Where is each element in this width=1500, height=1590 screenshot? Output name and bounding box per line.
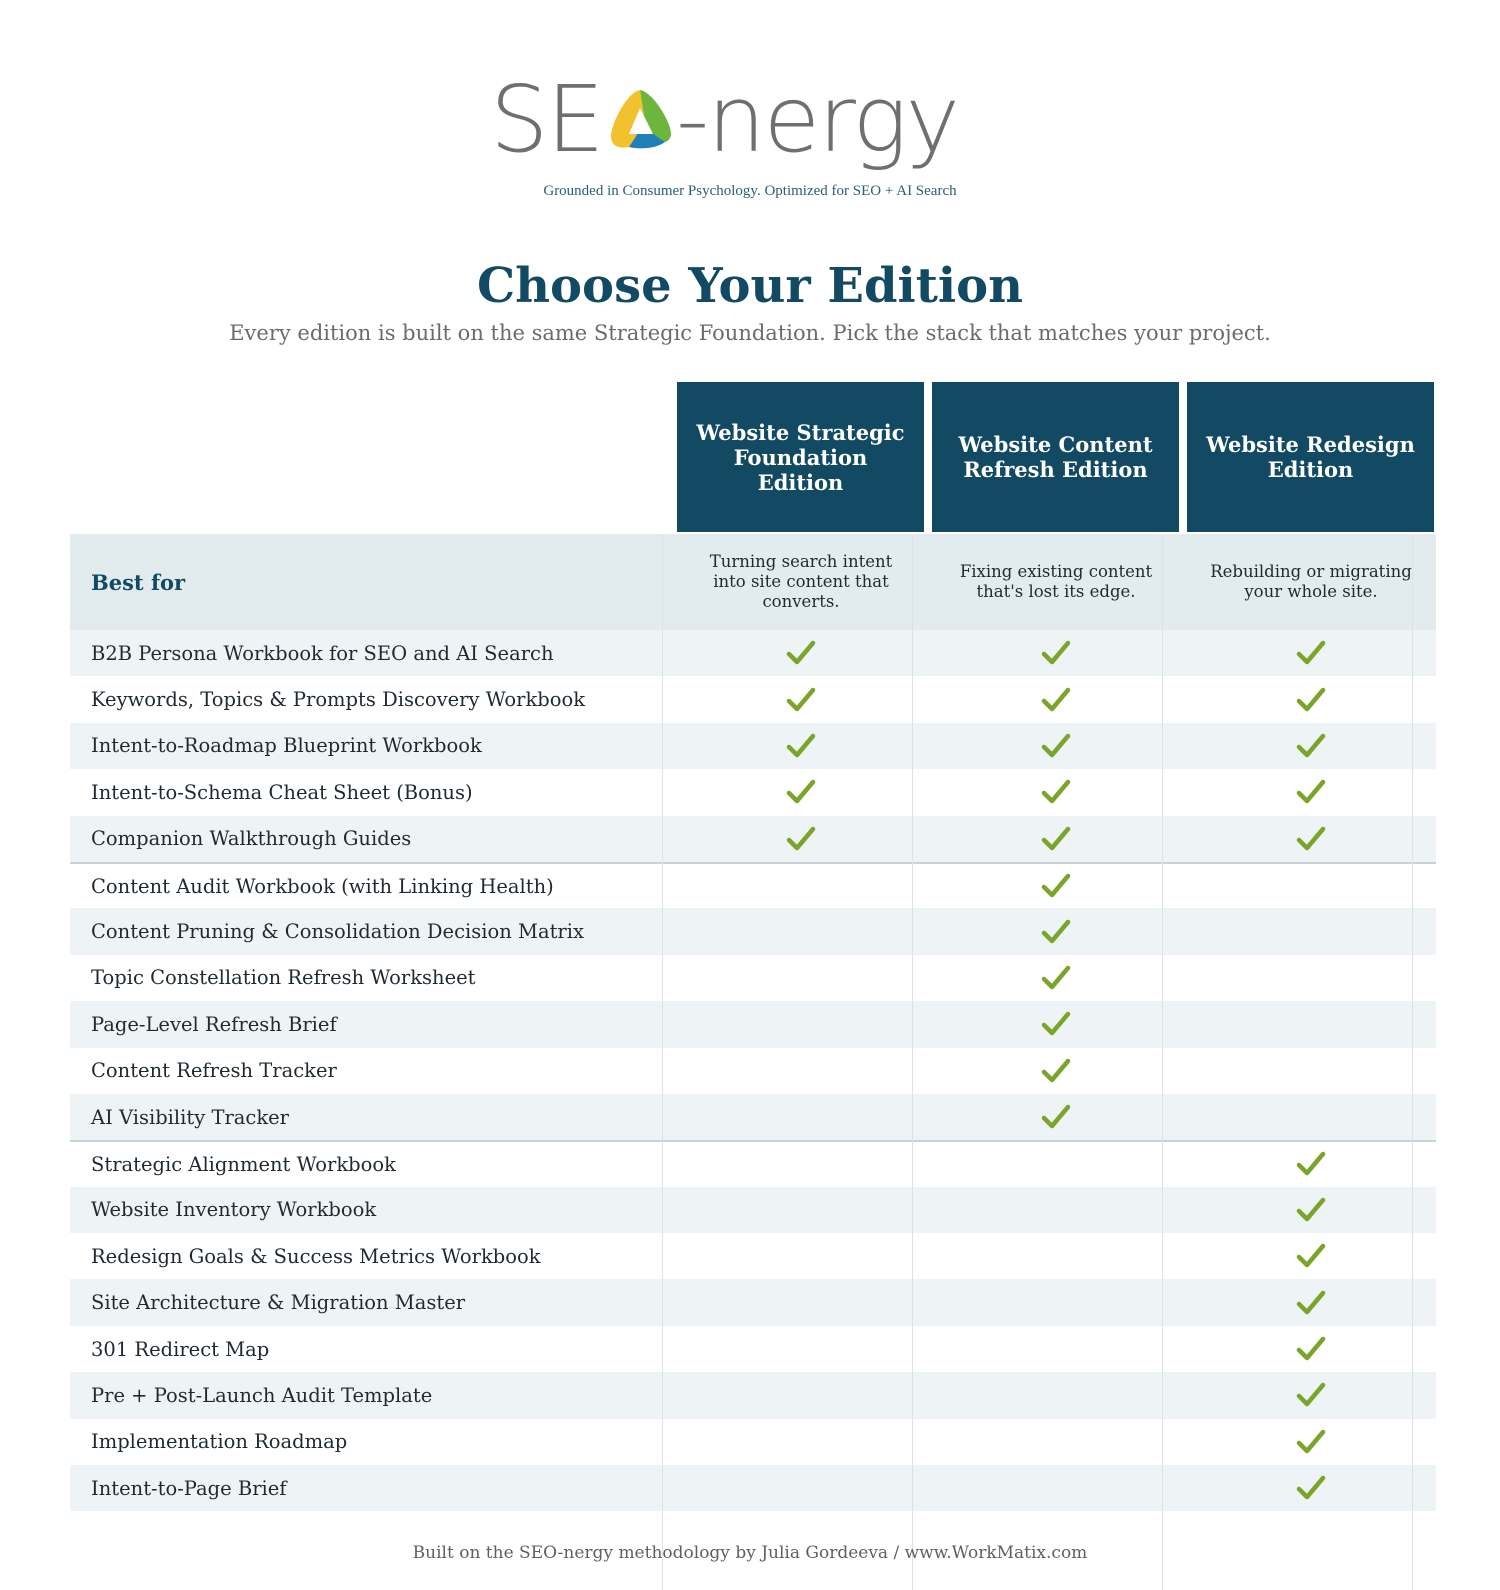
check-icon	[1296, 1151, 1326, 1177]
check-icon	[1296, 687, 1326, 713]
logo-suffix: -nergy	[676, 66, 958, 173]
check-icon	[1041, 1011, 1071, 1037]
feature-cell	[674, 1419, 928, 1465]
feature-cell	[674, 1001, 928, 1047]
feature-cell	[929, 630, 1183, 676]
table-row	[70, 1001, 1436, 1047]
feature-cell	[674, 864, 928, 908]
feature-cell	[929, 1419, 1183, 1465]
best-for-strategic-foundation: Turning search intent into site content that converts.	[709, 552, 893, 611]
feature-cell	[1184, 955, 1438, 1001]
feature-name: AI Visibility Tracker	[91, 1105, 289, 1129]
feature-cell	[929, 1001, 1183, 1047]
check-icon	[1041, 1104, 1071, 1130]
table-row	[70, 1465, 1436, 1511]
brand-logo	[0, 66, 1500, 190]
feature-cell	[674, 1372, 928, 1418]
feature-cell	[1184, 1279, 1438, 1325]
feature-cell	[674, 1233, 928, 1279]
feature-name: Redesign Goals & Success Metrics Workbook	[91, 1244, 541, 1268]
check-icon	[1296, 1243, 1326, 1269]
table-row	[70, 723, 1436, 769]
feature-cell	[929, 676, 1183, 722]
logo-prefix: SE	[490, 66, 603, 173]
table-row	[70, 1140, 1436, 1186]
check-icon	[1296, 1382, 1326, 1408]
table-row	[70, 1372, 1436, 1418]
feature-name: Content Refresh Tracker	[91, 1059, 337, 1083]
feature-cell	[929, 1142, 1183, 1186]
feature-cell	[1184, 1048, 1438, 1094]
check-icon	[1296, 1290, 1326, 1316]
check-icon	[1296, 1197, 1326, 1223]
feature-cell	[674, 676, 928, 722]
feature-cell	[674, 1326, 928, 1372]
table-row	[70, 1094, 1436, 1140]
feature-cell	[929, 1048, 1183, 1094]
check-icon	[786, 733, 816, 759]
feature-cell	[1184, 1187, 1438, 1233]
feature-cell	[1184, 1001, 1438, 1047]
feature-cell	[1184, 1465, 1438, 1511]
check-icon	[1296, 1429, 1326, 1455]
feature-cell	[674, 1094, 928, 1140]
feature-cell	[929, 1465, 1183, 1511]
feature-cell	[674, 769, 928, 815]
check-icon	[1041, 687, 1071, 713]
feature-cell	[674, 723, 928, 769]
check-icon	[1041, 640, 1071, 666]
edition-header-content-refresh: Website Content Refresh Edition	[932, 382, 1179, 532]
feature-cell	[929, 723, 1183, 769]
feature-name: Topic Constellation Refresh Worksheet	[91, 966, 476, 990]
feature-name: Intent-to-Page Brief	[91, 1476, 287, 1500]
feature-cell	[929, 1279, 1183, 1325]
feature-cell	[1184, 723, 1438, 769]
feature-name: Implementation Roadmap	[91, 1430, 348, 1454]
table-row	[70, 769, 1436, 815]
logo-triangle-icon	[605, 84, 675, 154]
feature-cell	[1184, 864, 1438, 908]
page-title: Choose Your Edition	[476, 258, 1024, 314]
feature-name: Content Audit Workbook (with Linking Health)	[91, 874, 554, 898]
comparison-table	[70, 382, 1436, 1511]
feature-cell	[929, 1233, 1183, 1279]
check-icon	[1296, 1336, 1326, 1362]
feature-cell	[1184, 816, 1438, 862]
feature-cell	[1184, 676, 1438, 722]
feature-cell	[674, 1279, 928, 1325]
check-icon	[1041, 779, 1071, 805]
feature-name: Companion Walkthrough Guides	[91, 827, 412, 851]
check-icon	[1041, 873, 1071, 899]
feature-cell	[929, 1187, 1183, 1233]
feature-cell	[929, 864, 1183, 908]
feature-cell	[929, 816, 1183, 862]
feature-name: Site Architecture & Migration Master	[91, 1291, 466, 1315]
feature-cell	[674, 1465, 928, 1511]
feature-name: Pre + Post-Launch Audit Template	[91, 1383, 433, 1407]
feature-cell	[929, 955, 1183, 1001]
feature-cell	[929, 769, 1183, 815]
page-subtitle: Every edition is built on the same Strategic Foundation. Pick the stack that matches your project.	[229, 321, 1271, 345]
feature-cell	[1184, 908, 1438, 954]
table-row	[70, 862, 1436, 908]
check-icon	[786, 687, 816, 713]
feature-name: Keywords, Topics & Prompts Discovery Workbook	[91, 688, 586, 712]
table-row	[70, 1326, 1436, 1372]
edition-header-redesign: Website Redesign Edition	[1187, 382, 1434, 532]
check-icon	[1041, 965, 1071, 991]
feature-rows	[70, 630, 1436, 1511]
check-icon	[1041, 733, 1071, 759]
tagline: Grounded in Consumer Psychology. Optimized for SEO + AI Search	[543, 183, 957, 199]
column-divider	[662, 534, 663, 1590]
check-icon	[786, 826, 816, 852]
check-icon	[1041, 919, 1071, 945]
column-divider	[912, 534, 913, 1590]
column-divider	[1412, 534, 1413, 1590]
table-row	[70, 908, 1436, 954]
feature-name: Strategic Alignment Workbook	[91, 1152, 396, 1176]
feature-cell	[929, 1326, 1183, 1372]
best-for-label: Best for	[91, 569, 186, 595]
edition-header-strategic-foundation: Website Strategic Foundation Edition	[677, 382, 924, 532]
feature-name: 301 Redirect Map	[91, 1337, 270, 1361]
check-icon	[1296, 733, 1326, 759]
table-row	[70, 955, 1436, 1001]
table-row	[70, 676, 1436, 722]
table-row	[70, 1233, 1436, 1279]
feature-cell	[1184, 1233, 1438, 1279]
column-divider	[1162, 534, 1163, 1590]
feature-cell	[674, 908, 928, 954]
footer-credit: Built on the SEO-nergy methodology by Julia Gordeeva / www.WorkMatix.com	[412, 1543, 1088, 1563]
feature-cell	[674, 955, 928, 1001]
table-row	[70, 1187, 1436, 1233]
check-icon	[786, 779, 816, 805]
feature-cell	[674, 1142, 928, 1186]
table-row	[70, 816, 1436, 862]
feature-cell	[674, 816, 928, 862]
feature-cell	[1184, 1419, 1438, 1465]
table-row	[70, 1419, 1436, 1465]
best-for-redesign: Rebuilding or migrating your whole site.	[1210, 562, 1412, 601]
feature-cell	[674, 630, 928, 676]
best-for-row	[70, 534, 1436, 630]
feature-cell	[1184, 1142, 1438, 1186]
check-icon	[1296, 779, 1326, 805]
feature-cell	[1184, 1372, 1438, 1418]
feature-cell	[674, 1187, 928, 1233]
check-icon	[1296, 1475, 1326, 1501]
feature-cell	[1184, 1326, 1438, 1372]
table-row	[70, 1279, 1436, 1325]
feature-name: Page-Level Refresh Brief	[91, 1012, 337, 1036]
table-row	[70, 630, 1436, 676]
feature-cell	[674, 1048, 928, 1094]
best-for-content-refresh: Fixing existing content that's lost its edge.	[959, 562, 1153, 601]
check-icon	[1041, 1058, 1071, 1084]
check-icon	[786, 640, 816, 666]
feature-name: Intent-to-Schema Cheat Sheet (Bonus)	[91, 780, 473, 804]
feature-name: Content Pruning & Consolidation Decision Matrix	[91, 920, 584, 944]
feature-cell	[929, 908, 1183, 954]
check-icon	[1296, 640, 1326, 666]
feature-cell	[929, 1094, 1183, 1140]
feature-name: Intent-to-Roadmap Blueprint Workbook	[91, 734, 482, 758]
edition-header-row	[70, 382, 1436, 534]
check-icon	[1041, 826, 1071, 852]
feature-cell	[929, 1372, 1183, 1418]
table-row	[70, 1048, 1436, 1094]
check-icon	[1296, 826, 1326, 852]
feature-cell	[1184, 1094, 1438, 1140]
feature-name: B2B Persona Workbook for SEO and AI Search	[91, 641, 554, 665]
feature-cell	[1184, 630, 1438, 676]
feature-cell	[1184, 769, 1438, 815]
feature-name: Website Inventory Workbook	[91, 1198, 377, 1222]
